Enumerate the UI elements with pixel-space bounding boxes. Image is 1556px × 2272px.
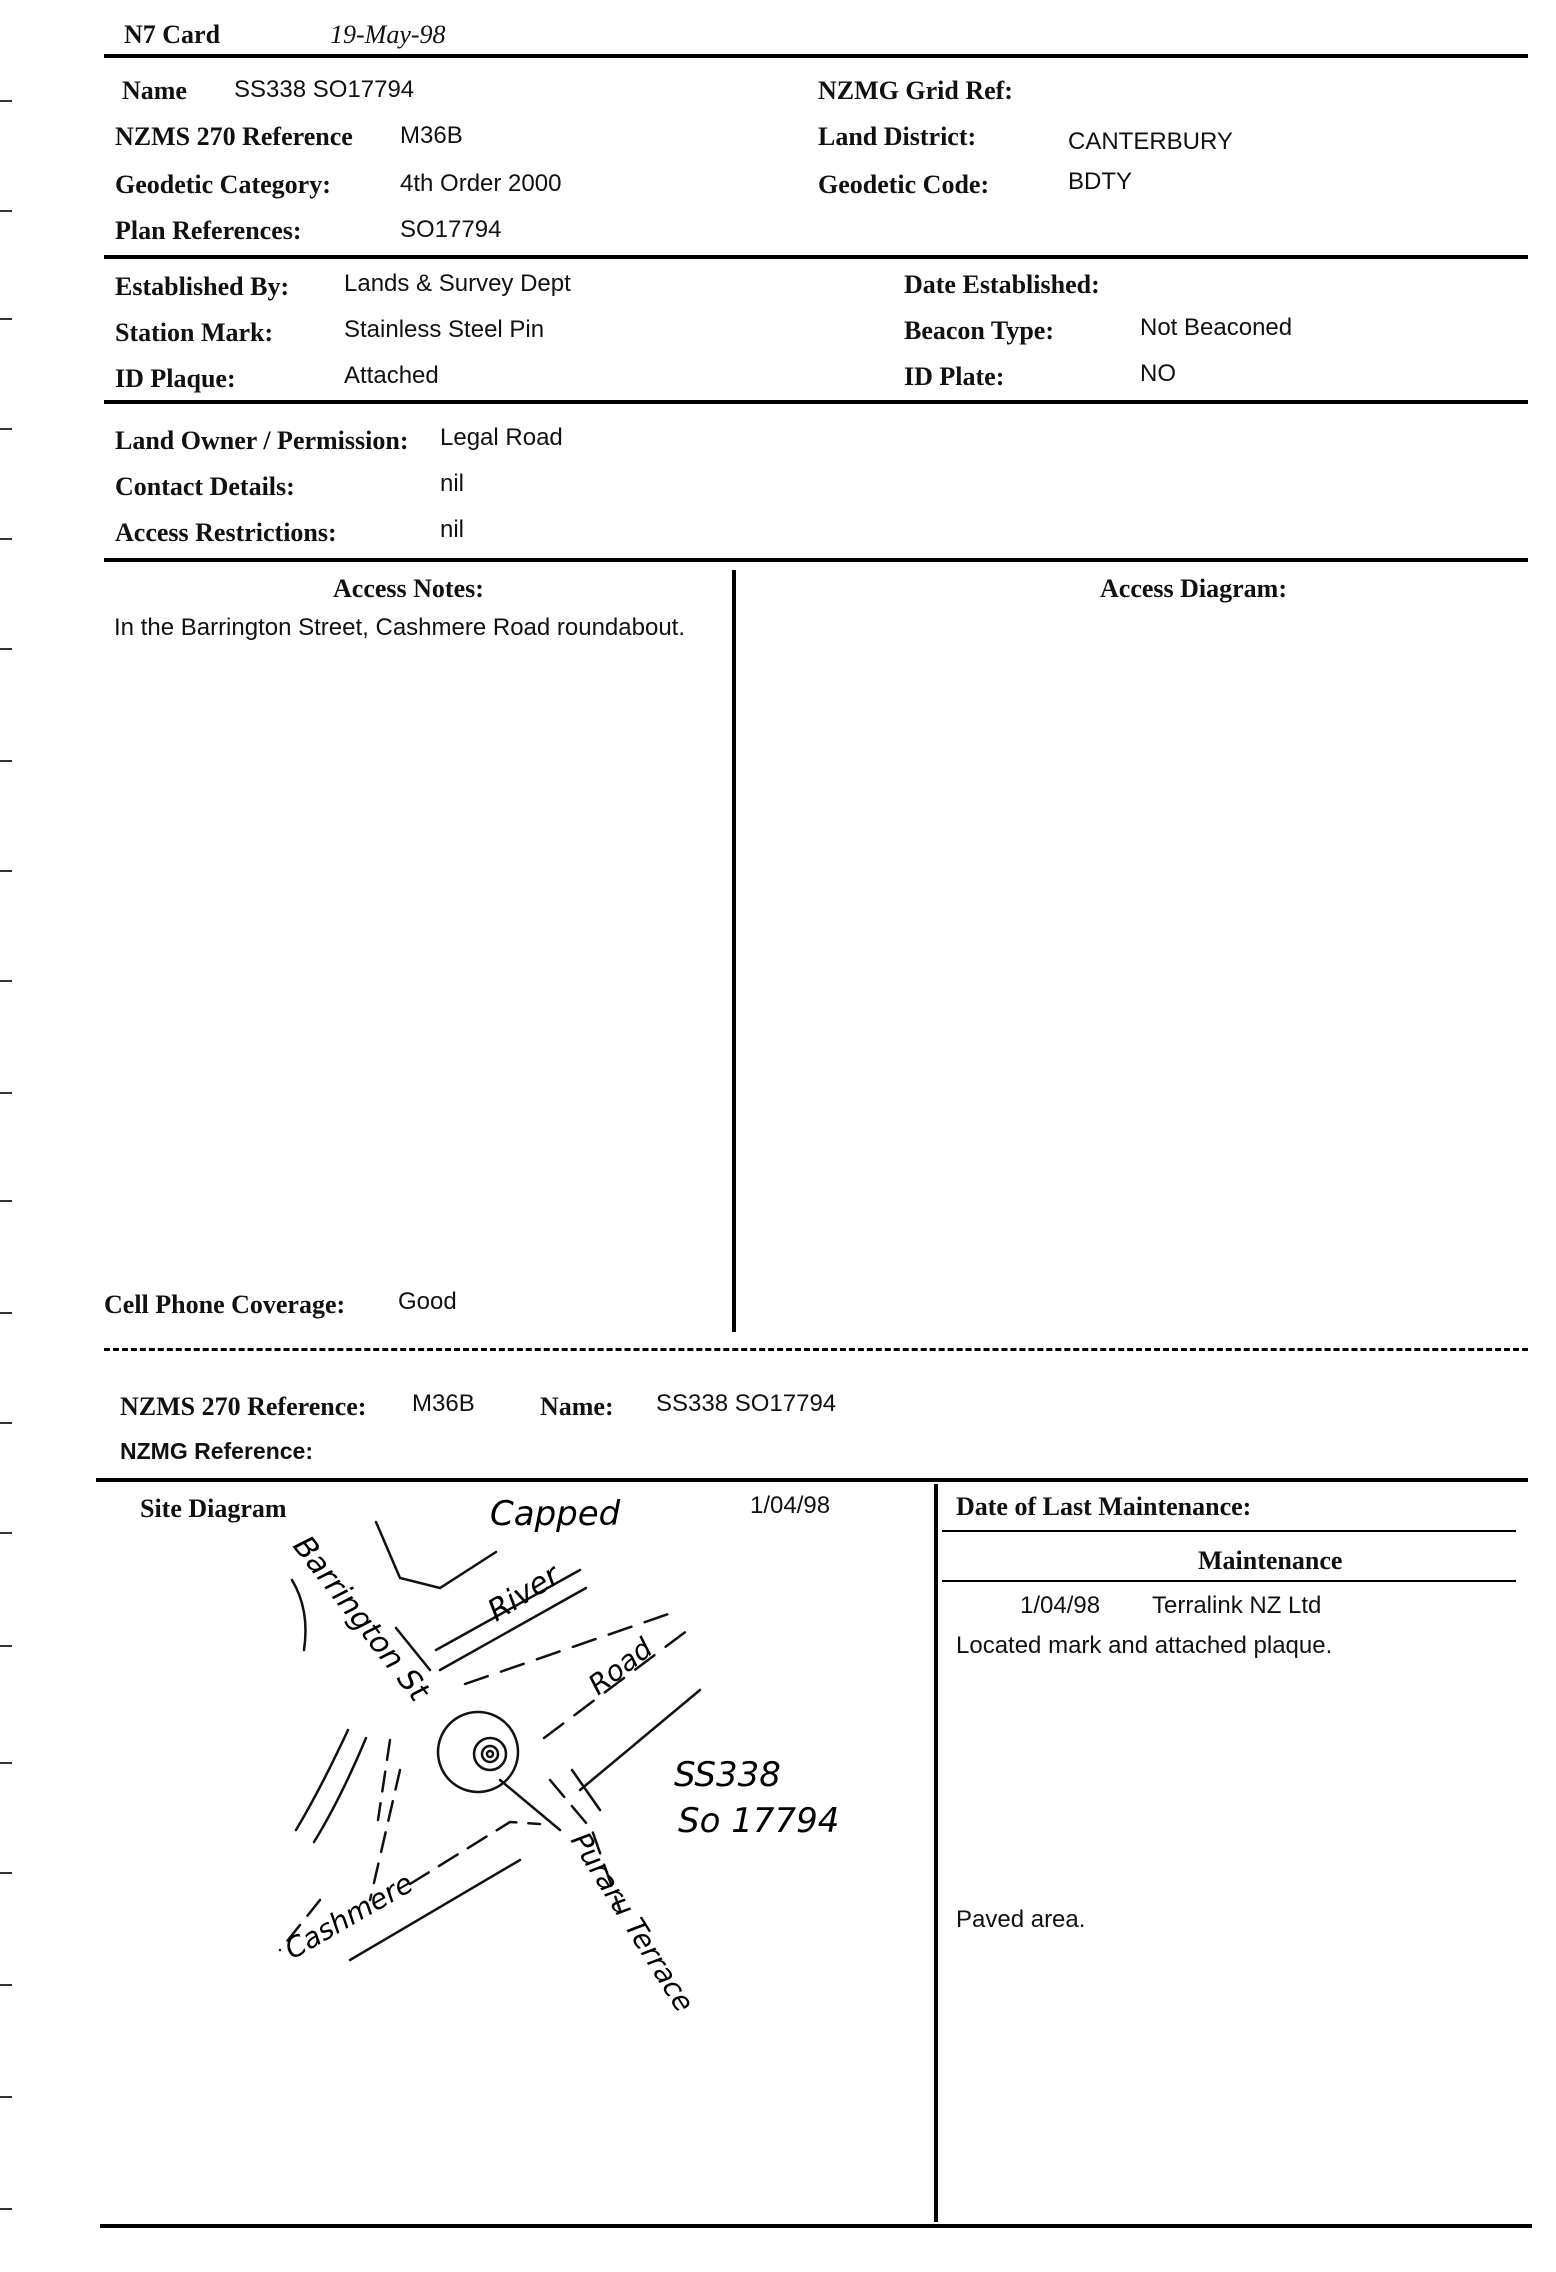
margin-tick — [0, 1312, 12, 1314]
margin-tick — [0, 428, 12, 430]
nzms-label: NZMS 270 Reference — [115, 122, 353, 151]
divider — [104, 255, 1528, 259]
sketch-terrace-label: Puraru Terrace — [564, 1826, 701, 2018]
last-maintenance-label: Date of Last Maintenance: — [956, 1492, 1252, 1521]
station-mark-value: Stainless Steel Pin — [344, 316, 545, 343]
beacon-type-value: Not Beaconed — [1140, 314, 1293, 341]
divider — [104, 54, 1528, 58]
id-plaque-label: ID Plaque: — [115, 364, 236, 393]
maintenance-note-2: Paved area. — [956, 1906, 1086, 1933]
lower-name-label: Name: — [540, 1392, 614, 1421]
plan-references-label: Plan References: — [115, 216, 302, 245]
margin-tick — [0, 2208, 12, 2210]
cut-line — [104, 1348, 1528, 1351]
sketch-cashmere-label: Cashmere — [279, 1866, 419, 1967]
land-owner-label: Land Owner / Permission: — [115, 426, 409, 455]
lower-name-value: SS338 SO17794 — [656, 1390, 837, 1417]
beacon-type-label: Beacon Type: — [904, 316, 1054, 345]
margin-tick — [0, 1422, 12, 1424]
card-title: N7 Card — [124, 20, 221, 49]
divider — [100, 2224, 1532, 2228]
margin-tick — [0, 1645, 12, 1647]
margin-tick — [0, 100, 12, 102]
sketch-capped-label: Capped — [490, 1494, 621, 1534]
access-notes-text: In the Barrington Street, Cashmere Road roundabout. — [114, 614, 686, 641]
divider — [942, 1530, 1516, 1532]
access-diagram-title: Access Diagram: — [1100, 574, 1287, 603]
margin-tick — [0, 318, 12, 320]
plan-references-value: SO17794 — [400, 216, 502, 243]
margin-tick — [0, 1872, 12, 1874]
margin-tick — [0, 1762, 12, 1764]
margin-tick — [0, 648, 12, 650]
margin-tick — [0, 1532, 12, 1534]
contact-details-value: nil — [440, 470, 465, 497]
id-plaque-value: Attached — [344, 362, 439, 389]
contact-details-label: Contact Details: — [115, 472, 295, 501]
column-divider — [732, 570, 736, 1332]
geodetic-code-label: Geodetic Code: — [818, 170, 990, 199]
sketch-mark-id-2: So 17794 — [678, 1801, 840, 1841]
access-restrictions-value: nil — [440, 516, 465, 543]
margin-tick — [0, 2096, 12, 2098]
maintenance-entry-note: Located mark and attached plaque. — [956, 1632, 1333, 1659]
id-plate-value: NO — [1140, 360, 1176, 387]
cell-coverage-value: Good — [398, 1288, 457, 1315]
margin-tick — [0, 870, 12, 872]
cell-coverage-label: Cell Phone Coverage: — [104, 1290, 346, 1319]
margin-tick — [0, 980, 12, 982]
divider — [104, 558, 1528, 562]
geodetic-category-label: Geodetic Category: — [115, 170, 331, 199]
access-notes-title: Access Notes: — [333, 574, 484, 603]
geodetic-category-value: 4th Order 2000 — [400, 170, 562, 197]
margin-tick — [0, 210, 12, 212]
date-established-label: Date Established: — [904, 270, 1100, 299]
margin-tick — [0, 1984, 12, 1986]
sketch-barrington-label: Barrington St — [285, 1529, 437, 1709]
land-owner-value: Legal Road — [440, 424, 563, 451]
site-diagram-date: 1/04/98 — [750, 1492, 831, 1519]
land-district-label: Land District: — [818, 122, 977, 151]
access-restrictions-label: Access Restrictions: — [115, 518, 337, 547]
land-district-value: CANTERBURY — [1068, 128, 1233, 155]
site-sketch — [200, 1480, 920, 2040]
card-date: 19-May-98 — [330, 20, 446, 49]
established-by-value: Lands & Survey Dept — [344, 270, 571, 297]
column-divider — [934, 1484, 938, 2222]
sketch-river-label: River — [481, 1557, 567, 1629]
lower-nzms-value: M36B — [412, 1390, 475, 1417]
divider — [104, 400, 1528, 404]
grid-ref-label: NZMG Grid Ref: — [818, 76, 1013, 105]
site-diagram-title: Site Diagram — [140, 1494, 287, 1523]
maintenance-entry-date: 1/04/98 — [1020, 1592, 1101, 1619]
station-mark-label: Station Mark: — [115, 318, 274, 347]
nzms-value: M36B — [400, 122, 463, 149]
margin-tick — [0, 1092, 12, 1094]
name-value: SS338 SO17794 — [234, 76, 415, 103]
nzmg-reference-label: NZMG Reference: — [120, 1438, 313, 1464]
margin-tick — [0, 538, 12, 540]
name-label: Name — [122, 76, 187, 105]
sketch-mark-id-1: SS338 — [674, 1755, 781, 1795]
geodetic-code-value: BDTY — [1068, 168, 1133, 195]
margin-tick — [0, 760, 12, 762]
maintenance-entry-by: Terralink NZ Ltd — [1152, 1592, 1322, 1619]
lower-nzms-label: NZMS 270 Reference: — [120, 1392, 367, 1421]
margin-tick — [0, 1200, 12, 1202]
sketch-road-label: Road — [581, 1631, 659, 1702]
maintenance-title: Maintenance — [1198, 1546, 1343, 1575]
divider — [942, 1580, 1516, 1582]
id-plate-label: ID Plate: — [904, 362, 1005, 391]
established-by-label: Established By: — [115, 272, 290, 301]
